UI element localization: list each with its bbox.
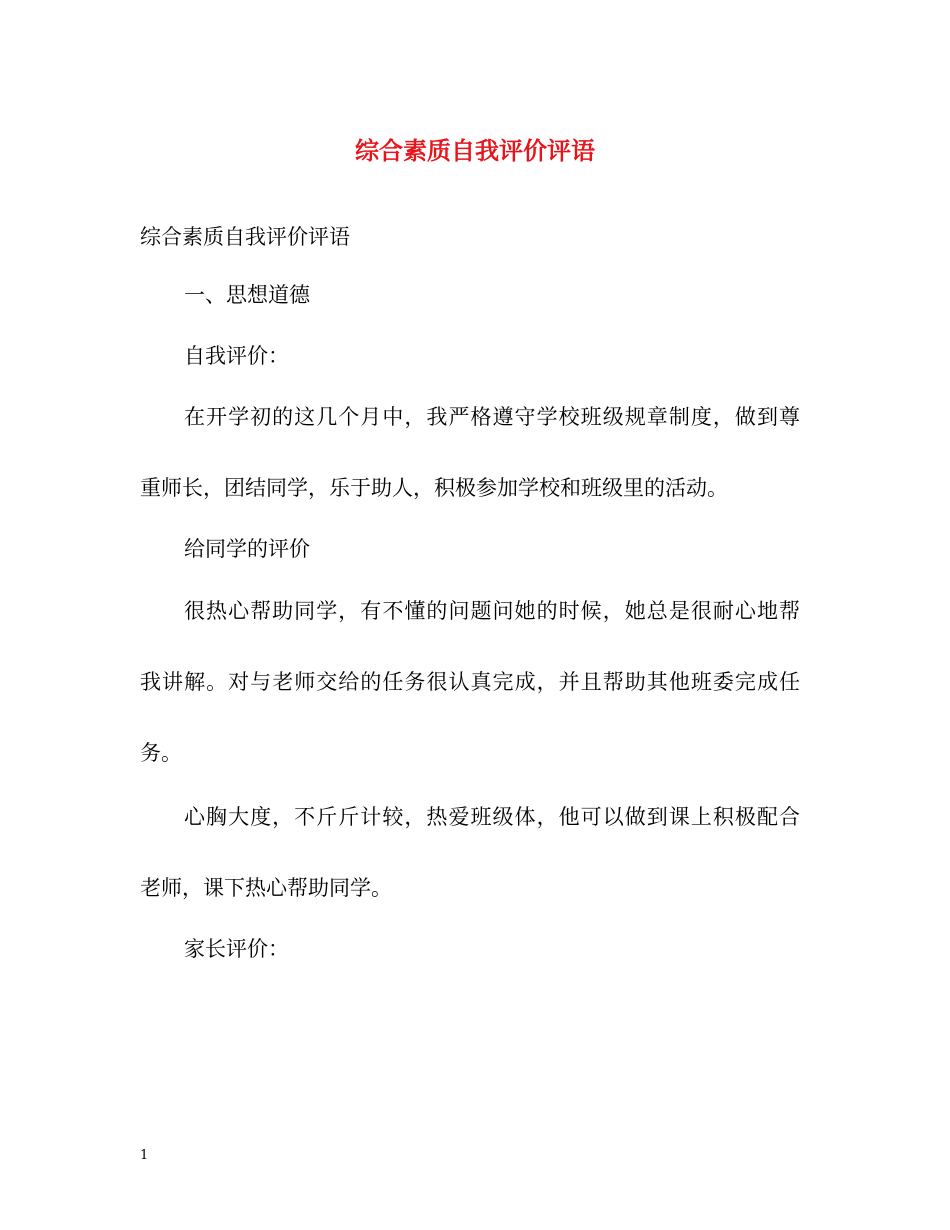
document-title: 综合素质自我评价评语 [355,136,595,165]
parent-evaluation-label: 家长评价： [184,937,289,961]
paragraph-line: 老师，课下热心帮助同学。 [140,876,392,900]
subtitle-line: 综合素质自我评价评语 [140,225,350,249]
page-number: 1 [140,1148,149,1163]
paragraph-line: 重师长，团结同学，乐于助人，积极参加学校和班级里的活动。 [140,476,728,500]
section-heading: 一、思想道德 [184,283,310,307]
peer-evaluation-label: 给同学的评价 [184,537,310,561]
paragraph-line: 我讲解。对与老师交给的任务很认真完成，并且帮助其他班委完成任 [140,670,800,694]
paragraph-line: 在开学初的这几个月中，我严格遵守学校班级规章制度，做到尊 [184,405,800,429]
paragraph-line: 心胸大度，不斤斤计较，热爱班级体，他可以做到课上积极配合 [184,805,800,829]
paragraph-line: 很热心帮助同学，有不懂的问题问她的时候，她总是很耐心地帮 [184,599,800,623]
self-evaluation-label: 自我评价： [184,344,289,368]
paragraph-line: 务。 [140,741,182,765]
